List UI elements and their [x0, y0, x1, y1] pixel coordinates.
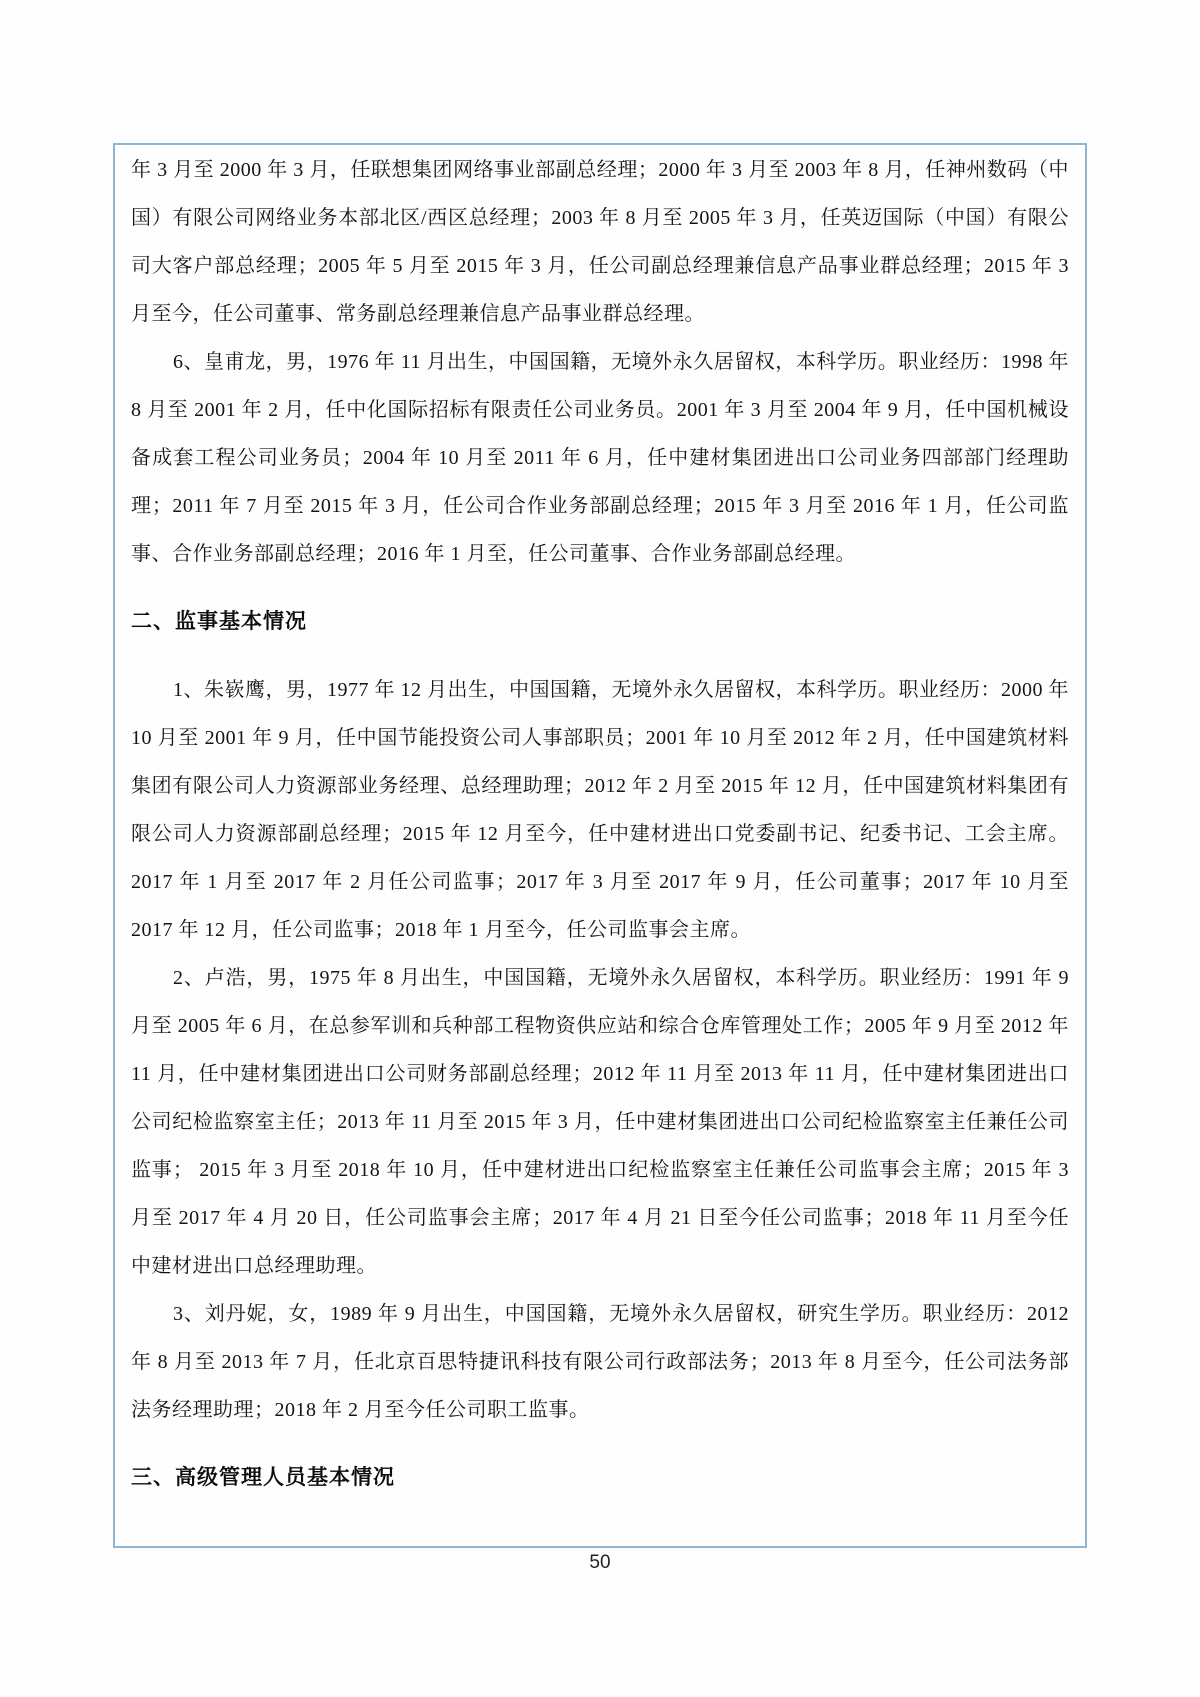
- paragraph-bio-liu-dan-ni: 3、刘丹妮，女，1989 年 9 月出生，中国国籍，无境外永久居留权，研究生学历。职业经历：2012 年 8 月至 2013 年 7 月，任北京百思特捷讯科技有限公司行政部法务；2013 年 8 月至今，任公司法务部法务经理助理；2018 年 2 月至今任公司职工监事。: [131, 1303, 1069, 1421]
- paragraph-bio-lu-hao: 2、卢浩，男，1975 年 8 月出生，中国国籍，无境外永久居留权，本科学历。职业经历：1991 年 9 月至 2005 年 6 月，在总参军训和兵种部工程物资供应站和综合仓库管理处工作；2005 年 9 月至 2012 年 11 月，任中建材集团进出口公司财务部副总经理；2012 年 11 月至 2013 年 11 月，任中建材集团进出口公司纪检监察室主任；2013 年 11 月至 2015 年 3 月，任中建材集团进出口公司纪检监察室主任兼任公司监事； 2015 年 3 月至 2018 年 10 月，任中建材进出口纪检监察室主任兼任公司监事会主席；2015 年 3 月至 2017 年 4 月 20 日，任公司监事会主席；2017 年 4 月 21 日至今任公司监事；2018 年 11 月至今任中建材进出口总经理助理。: [131, 967, 1069, 1277]
- page-number: 50: [589, 1552, 611, 1573]
- paragraph-bio-zhu-qin-ying: 1、朱嵚鹰，男，1977 年 12 月出生，中国国籍，无境外永久居留权，本科学历。职业经历：2000 年 10 月至 2001 年 9 月，任中国节能投资公司人事部职员；2001 年 10 月至 2012 年 2 月，任中国建筑材料集团有限公司人力资源部业务经理、总经理助理；2012 年 2 月至 2015 年 12 月，任中国建筑材料集团有限公司人力资源部副总经理；2015 年 12 月至今，任中建材进出口党委副书记、纪委书记、工会主席。2017 年 1 月至 2017 年 2 月任公司监事；2017 年 3 月至 2017 年 9 月，任公司董事；2017 年 10 月至 2017 年 12 月，任公司监事；2018 年 1 月至今，任公司监事会主席。: [131, 679, 1069, 941]
- section-heading-supervisors: 二、监事基本情况: [131, 610, 307, 633]
- paragraph-bio-continuation: 年 3 月至 2000 年 3 月，任联想集团网络事业部副总经理；2000 年 3 月至 2003 年 8 月，任神州数码（中国）有限公司网络业务本部北区/西区总经理；2003 年 8 月至 2005 年 3 月，任英迈国际（中国）有限公司大客户部总经理；2005 年 5 月至 2015 年 3 月，任公司副总经理兼信息产品事业群总经理；2015 年 3 月至今，任公司董事、常务副总经理兼信息产品事业群总经理。: [131, 159, 1069, 325]
- paragraph-bio-huang-fu-long: 6、皇甫龙，男，1976 年 11 月出生，中国国籍，无境外永久居留权，本科学历。职业经历：1998 年 8 月至 2001 年 2 月，任中化国际招标有限责任公司业务员。2001 年 3 月至 2004 年 9 月，任中国机械设备成套工程公司业务员；2004 年 10 月至 2011 年 6 月，任中建材集团进出口公司业务四部部门经理助理；2011 年 7 月至 2015 年 3 月，任公司合作业务部副总经理；2015 年 3 月至 2016 年 1 月，任公司监事、合作业务部副总经理；2016 年 1 月至，任公司董事、合作业务部副总经理。: [131, 351, 1069, 565]
- section-heading-senior-management: 三、高级管理人员基本情况: [131, 1466, 395, 1489]
- text-frame: [113, 143, 1087, 1548]
